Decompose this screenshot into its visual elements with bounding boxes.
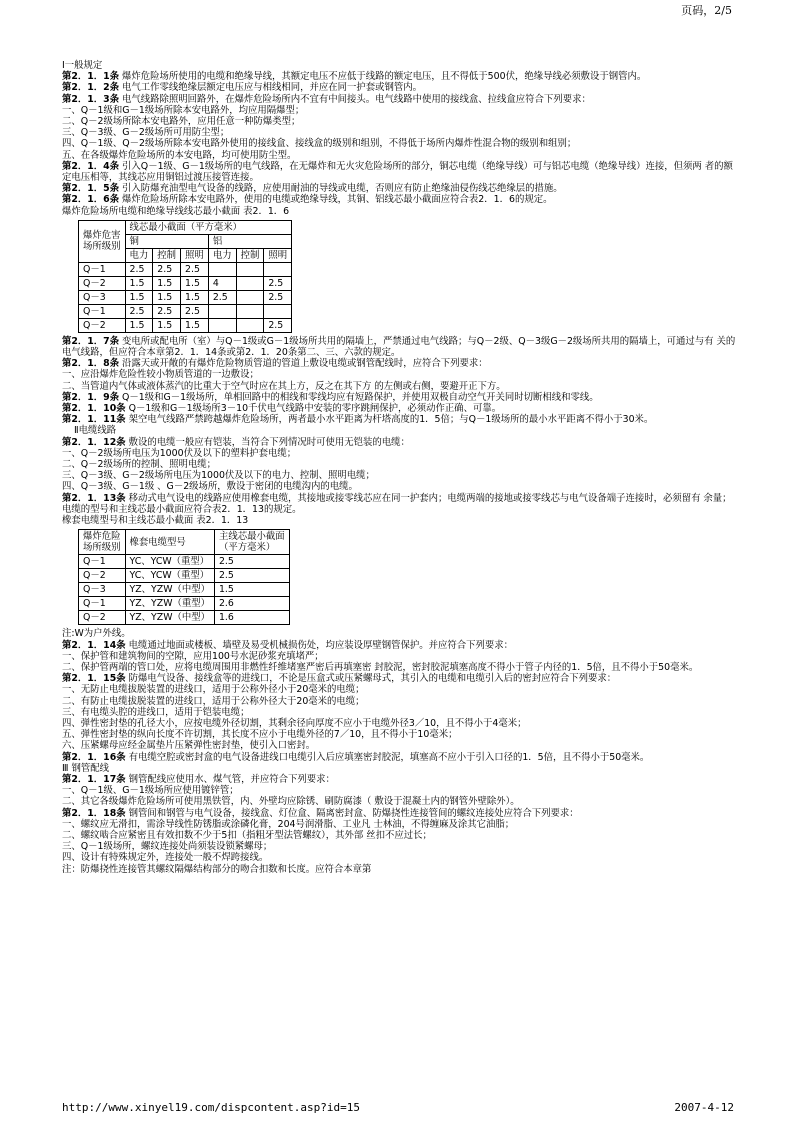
clause-number: 第2．1．14条 xyxy=(62,639,126,651)
table-header-copper: 铜 xyxy=(125,234,208,248)
clause-text: 敷设的电缆一般应有铠装，当符合下列情况时可使用无铠装的电缆： xyxy=(125,436,410,448)
clause-number: 第2．1．11条 xyxy=(62,414,126,426)
list-item: 一、Q－2级场所电压为1000伏及以下的塑料护套电缆； xyxy=(62,447,297,459)
list-item: 一、螺纹应无滑扣，需涂导线性防锈脂或涂磷化膏，204号润滑脂、工业凡 士林油，不得缠麻及涂其它油脂； xyxy=(62,818,515,830)
list-item: 二、Q－2级场所的控制、照明电缆； xyxy=(62,459,216,471)
clause-number: 第2．1．4条 xyxy=(62,160,120,172)
clause-2-1-16 xyxy=(62,752,736,763)
list-item: 一、无防止电缆拔脱装置的进线口，适用于公称外径小于20毫米的电缆； xyxy=(62,684,365,696)
table-header-area: 线芯最小截面（平方毫米） xyxy=(125,220,292,234)
list-item: 二、螺纹啮合应紧密且有效扣数不少于5扣（指粗牙型法管螺纹），其外部 丝扣不应过长； xyxy=(62,829,432,841)
table-caption: 橡套电缆型号和主线芯最小截面 表2．1．13 xyxy=(62,515,249,527)
list-item: 注：防爆挠性连接管其螺纹隔爆结构部分的吻合扣数和长度。应符合本章第 xyxy=(62,863,372,875)
clause-text: 电气工作零线绝缘层额定电压应与相线相同，并应在同一护套或钢管内。 xyxy=(119,82,423,94)
list-item: 一、保护管和建筑物间的空隙，应用100号水泥砂浆充填堵严； xyxy=(62,650,324,662)
table-row: Q－3 YZ、YZW（中型） 1.5 xyxy=(79,583,290,597)
list-item: 二、保护管两端的管口处，应将电缆周围用非燃性纤维堵塞严密后再填塞密 封胶泥，密封胶泥填塞高度不得小于管子内径的1．5倍，且不得小于50毫米。 xyxy=(62,661,699,673)
clause-number: 第2．1．17条 xyxy=(62,773,126,785)
clause-text: 钢管配线应使用水、煤气管，并应符合下列要求： xyxy=(125,773,335,785)
table-caption: 爆炸危险场所电缆和绝缘导线线芯最小截面 表2．1．6 xyxy=(62,205,290,217)
clause-2-1-8 xyxy=(62,358,736,369)
clause-2-1-18 xyxy=(62,808,736,819)
list-item: 三、Q－3级、G－2级场所可用防尘型； xyxy=(62,127,230,139)
clause-text: 沿露天或开敞的有爆炸危险物质管道的管道上敷设电缆或钢管配线时，应符合下列要求： xyxy=(119,358,488,370)
clause-number: 第2．1．8条 xyxy=(62,358,120,370)
list-item: 四、Q－1级、Q－2级场所除本安电路外使用的接线盒、接线盒的级别和组别，不得低于场所内爆炸性混合物的级别和组别； xyxy=(62,138,577,150)
clause-text: 变电所或配电所（室）与Q－1级或G－1级场所共用的隔墙上，严禁通过电气线路；与Q－2级、Q－3级G－2级场所共用的隔墙上，可通过与有 关的电气线路，但应符合本章第2．1．14条或第2．1．20条第二、三、六款的规定。 xyxy=(62,335,736,359)
clause-number: 第2．1．5条 xyxy=(62,183,120,195)
clause-2-1-5 xyxy=(62,183,736,194)
clause-number: 第2．1．16条 xyxy=(62,751,126,763)
clause-2-1-10 xyxy=(62,403,736,414)
list-item: 二、其它各级爆炸危险场所可使用黑铁管，内、外壁均应除锈、刷防腐漆（ 敷设于混凝土内的钢管外壁除外）。 xyxy=(62,796,520,808)
clause-2-1-11 xyxy=(62,414,736,425)
table-header-cell: 控制 xyxy=(236,248,264,262)
page-number: 页码，2/5 xyxy=(681,4,732,17)
table-row: Q－3 1.5 1.5 1.5 2.5 2.5 xyxy=(79,290,292,304)
section-heading-lines: Ⅱ电缆线路 xyxy=(74,425,117,437)
footer-date: 2007-4-12 xyxy=(674,1101,734,1114)
list-item: 四、设计有特殊规定外，连接处一般不焊跨接线。 xyxy=(62,852,269,864)
list-item: 六、压紧螺母应经金属垫片压紧弹性密封垫，使引入口密封。 xyxy=(62,740,316,752)
clause-number: 第2．1．6条 xyxy=(62,194,120,206)
list-item: 五、在各级爆炸危险场所的本安电路，均可使用防尘型。 xyxy=(62,149,297,161)
clause-number: 第2．1．1条 xyxy=(62,71,120,83)
clause-number: 第2．1．9条 xyxy=(62,391,120,403)
list-item: 五、弹性密封垫的纵向长度不许切割，其长度不应小于电缆外径的7／10，且不得小于10毫米； xyxy=(62,729,458,741)
table-header-cell: 照明 xyxy=(181,248,209,262)
table-min-cross-section xyxy=(78,220,292,333)
table-row: Q－2 1.5 1.5 1.5 2.5 xyxy=(79,318,292,332)
list-item: 三、有电缆头腔的进线口，适用于铠装电缆； xyxy=(62,706,250,718)
clause-text: 防爆电气设备、接线盒等的进线口，不论是压盒式或压紧螺母式，其引入的电缆和电缆引入后的密封应符合下列要求： xyxy=(125,673,617,685)
clause-2-1-7 xyxy=(62,336,736,358)
clause-2-1-17 xyxy=(62,774,736,785)
clause-number: 第2．1．15条 xyxy=(62,673,126,685)
clause-2-1-12 xyxy=(62,437,736,448)
clause-number: 第2．1．7条 xyxy=(62,335,120,347)
clause-2-1-14 xyxy=(62,640,736,651)
section-heading-general: Ⅰ一般规定 xyxy=(62,60,103,71)
clause-text: 电气线路除照明回路外，在爆炸危险场所内不宜有中间接头。电气线路中使用的接线盒、拉线盒应符合下列要求： xyxy=(119,93,591,105)
list-item: 四、Q－3级、G－1级 、G－2级场所，敷设于密闭的电缆沟内的电缆。 xyxy=(62,481,358,493)
table-rubber-cable xyxy=(78,529,290,625)
table-header-aluminum: 铝 xyxy=(208,234,291,248)
clause-text: 引入Q－1级、G－1级场所的电气线路，在无爆炸和无火灾危险场所的部分，铜芯电缆（绝缘导线）可与铝芯电缆（绝缘导线）连接，但须两 者的额定电压相等，其线芯应用铜铝过渡压接管连接。 xyxy=(62,160,733,184)
list-item: 四、弹性密封垫的孔径大小，应按电缆外径切割，其剩余径向厚度不应小于电缆外径3／10，且不得小于4毫米； xyxy=(62,717,527,729)
table-header-cell: 照明 xyxy=(264,248,292,262)
list-item: 一、Q－1级和G－1级场所除本安电路外，均应用隔爆型； xyxy=(62,104,305,116)
list-item: 一、Q－1级、G－1级场所应使用镀锌管； xyxy=(62,785,239,797)
table-row: Q－1 2.5 2.5 2.5 xyxy=(79,262,292,276)
clause-2-1-1 xyxy=(62,71,736,82)
clause-2-1-15 xyxy=(62,673,736,684)
clause-2-1-9 xyxy=(62,392,736,403)
clause-2-1-4 xyxy=(62,161,736,183)
clause-text: 钢管间和钢管与电气设备，接线盒、灯位盒、隔离密封盒、防爆挠性连接管间的螺纹连接处应符合下列要求： xyxy=(125,807,579,819)
table-row: Q－1 YZ、YZW（重型） 2.6 xyxy=(79,597,290,611)
table-header-cell: 电力 xyxy=(125,248,153,262)
table-header-site: 爆炸危险 场所级别 xyxy=(79,530,126,555)
list-item: 一、应沿爆炸危险性较小物质管道的一边敷设； xyxy=(62,369,259,381)
clause-2-1-3 xyxy=(62,94,736,105)
clause-text: Q－1级和G－1级场所，单相回路中的相线和零线均应有短路保护，并使用双极自动空气开关同时切断相线和零线。 xyxy=(119,391,599,403)
table-row: Q－1 2.5 2.5 2.5 xyxy=(79,304,292,318)
list-item: 二、有防止电缆拔脱装置的进线口，适用于公称外径大于20毫米的电缆； xyxy=(62,695,365,707)
clause-text: 有电缆空腔或密封盒的电气设备进线口电缆引入后应填塞密封胶泥，填塞高不应小于引入口径的1．5倍，且不得小于50毫米。 xyxy=(125,751,650,763)
table-header-type: 橡套电缆型号 xyxy=(125,530,214,555)
list-item: 二、Q－2级场所除本安电路外，应用任意一种防爆类型； xyxy=(62,116,301,128)
table-row: Q－2 YC、YCW（重型） 2.5 xyxy=(79,569,290,583)
table-header-area: 主线芯最小截面 （平方毫米） xyxy=(214,530,289,555)
clause-text: 爆炸危险场所使用的电缆和绝缘导线，其额定电压不应低于线路的额定电压，且不得低于500伏，绝缘导线必须敷设于钢管内。 xyxy=(119,71,647,83)
table-header-site: 爆炸危害 场所级别 xyxy=(79,220,126,262)
section-heading-steel: Ⅲ 钢管配线 xyxy=(62,762,109,774)
footer-url: http://www.xinyel19.com/dispcontent.asp?id=15 xyxy=(62,1101,361,1114)
clause-number: 第2．1．18条 xyxy=(62,807,126,819)
clause-2-1-2 xyxy=(62,82,736,93)
clause-text: 爆炸危险场所除本安电路外，使用的电缆或绝缘导线，其铜、铝线芯最小截面应符合表2．1．6的规定。 xyxy=(119,194,553,206)
document-body xyxy=(62,60,736,875)
list-item: 三、Q－1级场所，螺纹连接处尚须装设锁紧螺母； xyxy=(62,841,273,853)
clause-text: Q－1级和G－1级场所3－10千伏电气线路中安装的零序跳闸保护，必须动作正确、可靠。 xyxy=(125,403,502,415)
table-header-cell: 控制 xyxy=(153,248,181,262)
clause-number: 第2．1．13条 xyxy=(62,492,126,504)
clause-text: 移动式电气设电的线路应使用橡套电缆，其接地或接零线芯应在同一护套内；电缆两端的接地或接零线芯与电气设备端子连接时，必须留有 余量；电缆的型号和主线芯最小截面应符合表2．1．13的规定。 xyxy=(62,492,732,515)
list-item: 二、当管道内气体或液体蒸汽的比重大于空气时应在其上方，反之在其下方 的左侧或右侧，要避开正下方。 xyxy=(62,380,506,392)
table-row: Q－2 1.5 1.5 1.5 4 2.5 xyxy=(79,276,292,290)
clause-number: 第2．1．2条 xyxy=(62,82,120,94)
list-item: 三、Q－3级、G－2级场所电压为1000伏及以下的电力、控制、照明电缆； xyxy=(62,470,375,482)
clause-number: 第2．1．10条 xyxy=(62,403,126,415)
table-row: Q－2 YZ、YZW（中型） 1.6 xyxy=(79,611,290,625)
clause-number: 第2．1．3条 xyxy=(62,93,120,105)
clause-2-1-6 xyxy=(62,194,736,205)
clause-number: 第2．1．12条 xyxy=(62,436,126,448)
clause-text: 电缆通过地面或楼板、墙壁及易受机械损伤处，均应装设厚壁钢管保护。并应符合下列要求： xyxy=(125,639,513,651)
clause-text: 架空电气线路严禁跨越爆炸危险场所，两者最小水平距离为杆塔高度的1．5倍；与Q－1级场所的最小水平距离不得小于30米。 xyxy=(125,414,654,426)
clause-text: 引入防爆充油型电气设备的线路，应使用耐油的导线或电缆，否则应有防止绝缘油侵伤线芯绝缘层的措施。 xyxy=(119,183,563,195)
table-header-cell: 电力 xyxy=(208,248,236,262)
table-note: 注:W为户外线。 xyxy=(62,628,131,640)
clause-2-1-13 xyxy=(62,493,736,515)
table-row: Q－1 YC、YCW（重型） 2.5 xyxy=(79,555,290,569)
